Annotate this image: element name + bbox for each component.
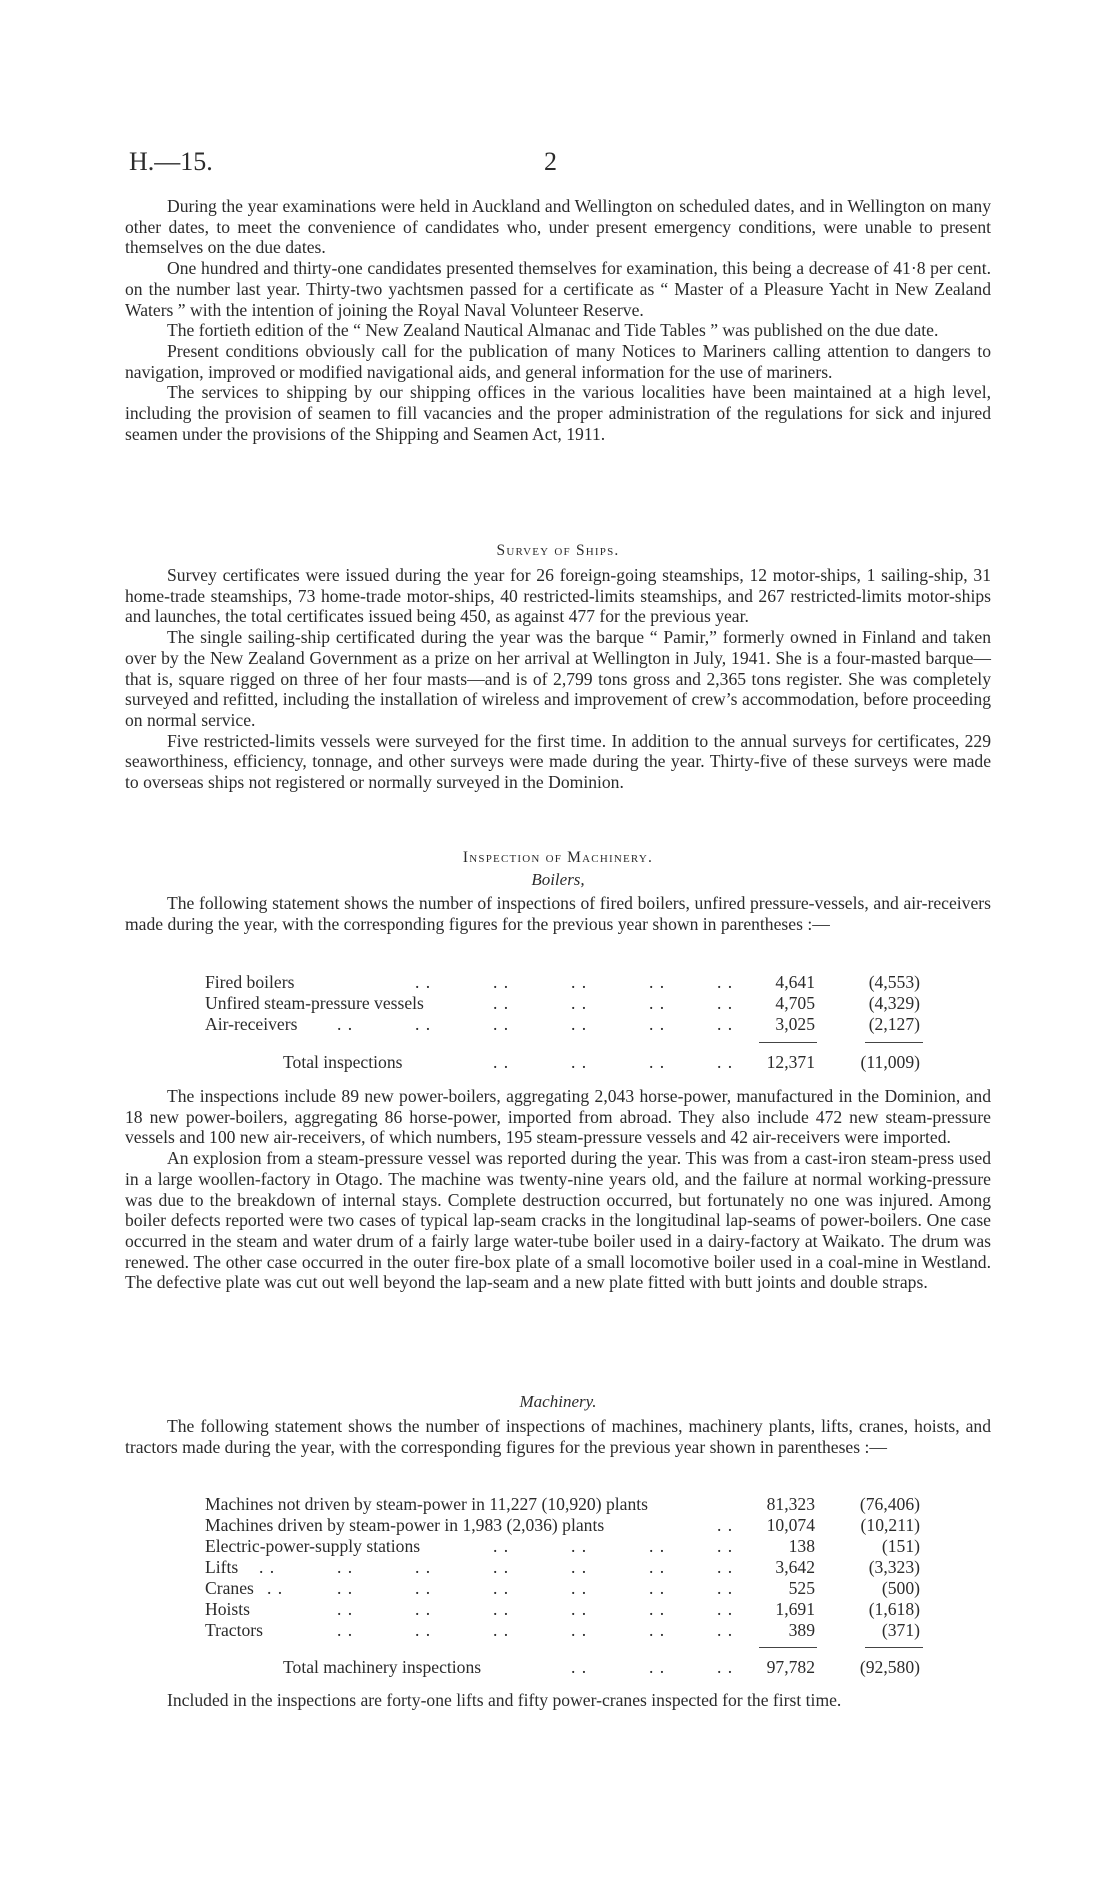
survey-heading: Survey of Ships. (496, 542, 620, 559)
document-reference: H.—15. (129, 147, 213, 176)
paragraph: Present conditions obviously call for the publication of many Notices to Mariners calling attention to dangers to navigation, improved or modified navigational aids, and general information for the use of mariners. (125, 340, 991, 382)
total-previous-value: (11,009) (860, 1052, 920, 1072)
previous-value: (371) (881, 1620, 920, 1640)
paragraph: The following statement shows the number of inspections of machines, machinery plants, lifts, cranes, hoists, and tractors made during the year, with the corresponding figures for the previous year shown in parentheses :— (125, 1416, 991, 1457)
intro-section (125, 196, 991, 444)
row-label: Lifts (205, 1557, 239, 1577)
current-value: 81,323 (766, 1494, 815, 1514)
paragraph: The inspections include 89 new power-boilers, aggregating 2,043 horse-power, manufactured in the Dominion, and 18 new power-boilers, aggregating 86 horse-power, imported from abroad. They also include 472 new steam-pressure vessels and 100 new air-receivers, of which numbers, 195 steam-pressure vessels and 42 air-receivers were imported. (125, 1086, 991, 1148)
previous-value: (1,618) (868, 1599, 920, 1619)
row-label: Cranes (205, 1578, 254, 1598)
row-label: Machines not driven by steam-power in 11,227 (10,920) plants (205, 1494, 649, 1514)
sum-rule (759, 1042, 817, 1043)
row-label: Unfired steam-pressure vessels (205, 993, 424, 1013)
current-value: 138 (788, 1536, 815, 1556)
row-label: Fired boilers (205, 972, 295, 992)
paragraph: Included in the inspections are forty-one lifts and fifty power-cranes inspected for the first time. (167, 1690, 842, 1710)
row-label: Hoists (205, 1599, 250, 1619)
sum-rule (865, 1647, 923, 1648)
previous-value: (10,211) (860, 1515, 920, 1535)
page-number: 2 (544, 147, 557, 176)
previous-value: (151) (881, 1536, 920, 1556)
paragraph: During the year examinations were held in Auckland and Wellington on scheduled dates, and in Wellington on many other dates, to meet the convenience of candidates who, under present emergency conditions, were unable to present themselves on the due dates. (125, 196, 991, 258)
machinery-intro (125, 1416, 991, 1457)
total-label: Total inspections (283, 1052, 403, 1072)
total-label: Total machinery inspections (283, 1657, 482, 1677)
paragraph: An explosion from a steam-pressure vessel was reported during the year. This was from a cast-iron steam-press used in a large woollen-factory in Otago. The machine was twenty-nine years old, and the failure at normal working-pressure was due to the breakdown of internal stays. Complete destruction occurred, but fortunately no one was injured. Among boiler defects reported were two cases of typical lap-seam cracks in the longitudinal lap-seams of power-boilers. One case occurred in the steam and water drum of a fairly large water-tube boiler used in a dairy-factory at Waikato. The drum was renewed. The other case occurred in the outer fire-box plate of a small locomotive boiler used in a coal-mine in Westland. The defective plate was cut out well beyond the lap-seam and a new plate fitted with butt joints and double straps. (125, 1148, 991, 1293)
total-previous-value: (92,580) (859, 1657, 920, 1677)
current-value: 3,642 (775, 1557, 815, 1577)
previous-value: (3,323) (868, 1557, 920, 1577)
current-value: 525 (788, 1578, 815, 1598)
paragraph: One hundred and thirty-one candidates presented themselves for examination, this being a decrease of 41·8 per cent. on the number last year. Thirty-two yachtsmen passed for a certificate as “ Master of a Pleasure Yacht in New Zealand Waters ” with the intention of joining the Royal Naval Volunteer Reserve. (125, 258, 991, 320)
row-label: Electric-power-supply stations (205, 1536, 421, 1556)
boilers-discussion (125, 1086, 991, 1293)
paragraph: The fortieth edition of the “ New Zealand Nautical Almanac and Tide Tables ” was published on the due date. (167, 320, 939, 341)
paragraph: The single sailing-ship certificated during the year was the barque “ Pamir,” formerly owned in Finland and taken over by the New Zealand Government as a prize on her arrival at Wellington in July, 1941. She is a four-masted barque—that is, square rigged on three of her four masts—and is of 2,799 tons gross and 2,365 tons register. She was completely surveyed and refitted, including the installation of wireless and improvement of crew’s accommodation, before proceeding on normal service. (125, 627, 991, 730)
row-label: Machines driven by steam-power in 1,983 (2,036) plants (205, 1515, 605, 1535)
paragraph: The services to shipping by our shipping offices in the various localities have been maintained at a high level, including the provision of seamen to fill vacancies and the proper administration of the regulations for sick and injured seamen under the provisions of the Shipping and Seamen Act, 1911. (125, 382, 991, 444)
current-value: 4,641 (775, 972, 815, 992)
boilers-subheading: Boilers, (531, 870, 585, 889)
machinery-inspection-heading: Inspection of Machinery. (462, 849, 654, 866)
machinery-closing (125, 1690, 991, 1711)
previous-value: (500) (881, 1578, 920, 1598)
sum-rule (865, 1042, 923, 1043)
current-value: 4,705 (775, 993, 815, 1013)
current-value: 1,691 (775, 1599, 815, 1619)
document-page: H.—15. 2 During the year examinations were held in Auckland and Wellington on scheduled dates, and in Wellington on many other dates, to meet the convenience of candidates who, under present emergency conditions, were unable to present themselves on the due dates. One hundred and thirty-one candidates presented themselves for examination, this being a decrease of 41·8 per cent. on the number last year. Thirty-two yachtsmen passed for a certificate as “ Master of a Pleasure Yacht in New Zealand Waters ” with the intention of joining the Royal Naval Volunteer Reserve. The fortieth edition of the “ New Zealand Nautical Almanac and Tide Tables ” was published on the due date. Present conditions obviously call for the publication of many Notices to Mariners calling attention to dangers to navigation, improved or modified navigational aids, and general information for the use of mariners. The services to shipping by our shipping offices in the various localities have been maintained at a high level, including the provision of seamen to fill vacancies and the proper administration of the regulations for sick and injured seamen under the provisions of the Shipping and Seamen Act, 1911. Survey of Ships. Survey certificates were issued during the year for 26 foreign-going steamships, 12 motor-ships, 1 sailing-ship, 31 home-trade steamships, 73 home-trade motor-ships, 40 restricted-limits steamships, and 267 restricted-limits motor-ships and launches, the total certificates issued being 450, as against 477 for the previous year. The single sailing-ship certificated during the year was the barque “ Pamir,” formerly owned in Finland and taken over by the New Zealand Government as a prize on her arrival at Wellington in July, 1941. She is a four-masted barque—that is, square rigged on three of her four masts—and is of 2,799 tons gross and 2,365 tons register. She was completely surveyed and refitted, including the installation of wireless and improvement of crew’s accommodation, before proceeding on normal service. Five restricted-limits vessels were surveyed for the first time. In addition to the annual surveys for certificates, 229 seaworthiness, efficiency, tonnage, and other surveys were made during the year. Thirty-five of these surveys were made to overseas ships not registered or normally surveyed in the Dominion. Inspection of Machinery. Boilers, The following statement shows the number of inspections of fired boilers, unfired pressure-vessels, and air-receivers made during the year, with the corresponding figures for the previous year shown in parentheses :— Fired boilers . . . . . . . . . . 4,641 (4,553) Unfired steam-pressure vessels . . . . . . . . 4,705 (4,329) Air-receivers . . . . . . . . . . . . 3,025 (2,127) Total inspections . . . . . . . . 12,371 (11,009) The inspections include 89 new power-boilers, aggregating 2,043 horse-power, manufactured in the Dominion, and 18 new power-boilers, aggregating 86 horse-power, imported from abroad. They also include 472 new steam-pressure vessels and 100 new air-receivers, of which numbers, 195 steam-pressure vessels and 42 air-receivers were imported. An explosion from a steam-pressure vessel was reported during the year. This was from a cast-iron steam-press used in a large woollen-factory in Otago. The machine was twenty-nine years old, and the failure at normal working-pressure was due to the breakdown of internal stays. Complete destruction occurred, but fortunately no one was injured. Among boiler defects reported were two cases of typical lap-seam cracks in the longitudinal lap-seams of power-boilers. One case occurred in the steam and water drum of a fairly large water-tube boiler used in a dairy-factory at Waikato. The drum was renewed. The other case occurred in the outer fire-box plate of a small locomotive boiler used in a coal-mine in Westland. The defective plate was cut out well beyond the lap-seam and a new plate fitted with butt joints and double straps. Machinery. The following statement shows the number of inspections of machines, machinery plants, lifts, cranes, hoists, and tractors made during the year, with the corresponding figures for the previous year shown in parentheses :— Machines not driven by steam-power in 11,227 (10,920) plants 81,323 (76,406) Machines driven by steam-power in 1,983 (2,036) plants . . 10,074 (10,211) Electric-power-supply stations . . . . . . . . 138 (151) Lifts . . . . . . . . . . . . . . 3,642 (3,323) Cranes . . . . . . . . . . . . . . 525 (500) Hoists . . . . . . . . . . . . 1,691 (1,618) Tractors . . . . . . . . . . . . 389 (371) Total machinery inspections . . . . . . 97,782 (92,580) Included in the inspections are forty-one lifts and fifty power-cranes inspected for the first time. (125, 147, 991, 1710)
machinery-subheading: Machinery. (519, 1392, 597, 1411)
paragraph: The following statement shows the number of inspections of fired boilers, unfired pressure-vessels, and air-receivers made during the year, with the corresponding figures for the previous year shown in parentheses :— (125, 893, 991, 934)
boilers-intro (125, 893, 991, 934)
previous-value: (4,553) (868, 972, 920, 992)
row-label: Tractors (205, 1620, 263, 1640)
current-value: 10,074 (766, 1515, 815, 1535)
paragraph: Five restricted-limits vessels were surveyed for the first time. In addition to the annual surveys for certificates, 229 seaworthiness, efficiency, tonnage, and other surveys were made during the year. Thirty-five of these surveys were made to overseas ships not registered or normally surveyed in the Dominion. (125, 730, 991, 793)
previous-value: (4,329) (868, 993, 920, 1013)
current-value: 3,025 (775, 1014, 815, 1034)
previous-value: (2,127) (868, 1014, 920, 1034)
current-value: 389 (788, 1620, 815, 1640)
total-current-value: 97,782 (766, 1657, 815, 1677)
paragraph: Survey certificates were issued during the year for 26 foreign-going steamships, 12 motor-ships, 1 sailing-ship, 31 home-trade steamships, 73 home-trade motor-ships, 40 restricted-limits steamships, and 267 restricted-limits motor-ships and launches, the total certificates issued being 450, as against 477 for the previous year. (125, 565, 991, 627)
row-label: Air-receivers (205, 1014, 298, 1034)
previous-value: (76,406) (859, 1494, 920, 1514)
survey-section (125, 565, 991, 793)
sum-rule (759, 1647, 817, 1648)
total-current-value: 12,371 (766, 1052, 815, 1072)
